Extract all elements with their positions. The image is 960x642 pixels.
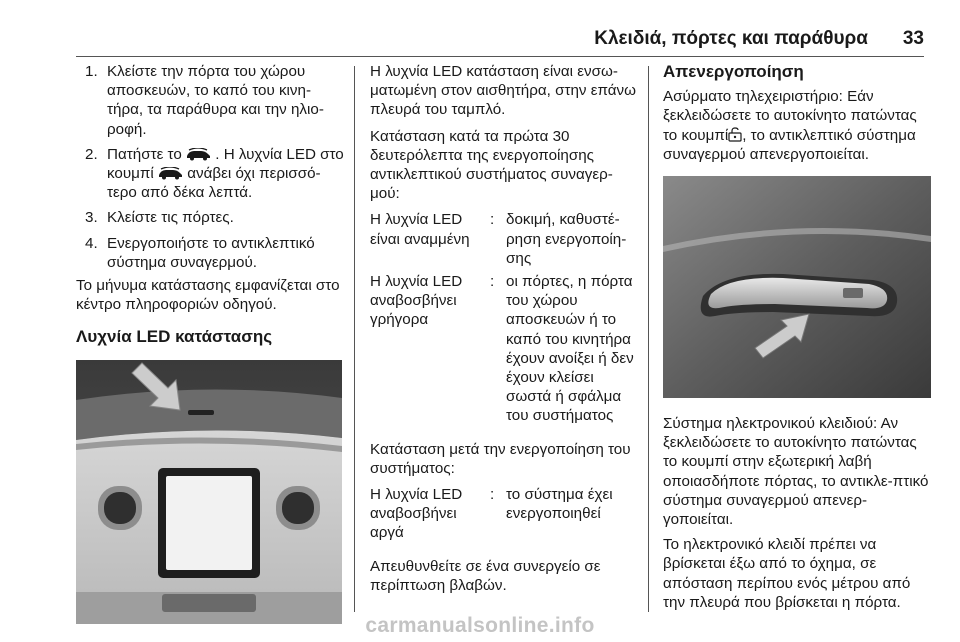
led-status-heading: Λυχνία LED κατάστασης	[76, 327, 273, 347]
middle-column	[370, 62, 638, 595]
door-handle-illustration	[663, 176, 931, 398]
step-item: 2. Πατήστε το . Η λυχνία LED στο κουμπί ανάβει όχι περισσό-τερο από δέκα λεπτά.	[85, 145, 344, 202]
page-header	[0, 0, 960, 58]
status-meaning: οι πόρτες, η πόρτα του χώρου αποσκευών ή το καπό του κινητήρα έχουν ανοίξει ή δεν έχουν κλείσει σωστά ή σφάλμα του συστήματος	[506, 273, 634, 425]
status-state: Η λυχνία LED είναι αναμμένη	[370, 211, 470, 248]
remote-deactivation-paragraph: Ασύρματο τηλεχειριστήριο: Εάν ξεκλειδώσετε το αυτοκίνητο πατώντας το κουμπί , το αντικλεπτικό σύστημα συναγερμού απενεργοποιείται.	[663, 88, 917, 163]
chapter-title: Κλειδιά, πόρτες και παράθυρα	[594, 28, 868, 49]
right-column	[663, 62, 933, 612]
status-separator: :	[490, 211, 495, 229]
key-location-paragraph: Το ηλεκτρονικό κλειδί πρέπει να βρίσκεται έξω από το όχημα, σε απόσταση περίπου ενός μέτρου από την πλευρά που βρίσκεται η πόρτα.	[663, 536, 911, 611]
status-separator: :	[490, 273, 495, 291]
car-lock-icon	[186, 148, 211, 161]
message-paragraph: Το μήνυμα κατάστασης εμφανίζεται στο κέντρο πληροφοριών οδηγού.	[76, 277, 340, 314]
service-paragraph: Απευθυνθείτε σε ένα συνεργείο σε περίπτωση βλαβών.	[370, 557, 601, 594]
status-meaning: δοκιμή, καθυστέ-ρηση ενεργοποίη-σης	[506, 211, 627, 267]
step-item: 4. Ενεργοποιήστε το αντικλεπτικό σύστημα συναγερμού.	[85, 234, 315, 271]
status-state: Η λυχνία LED αναβοσβήνει αργά	[370, 486, 463, 542]
step-item: 1. Κλείστε την πόρτα του χώρου αποσκευών, το καπό του κινη-τήρα, τα παράθυρα και την ηλιο-ροφή.	[85, 63, 324, 138]
door-handle-figure	[663, 176, 931, 398]
column-divider-right	[648, 66, 649, 612]
column-divider-left	[354, 66, 355, 612]
header-divider	[76, 56, 924, 57]
page-number: 33	[902, 28, 924, 49]
left-column	[76, 62, 344, 624]
status-meaning: το σύστημα έχει ενεργοποιηθεί	[506, 486, 613, 523]
after-activation-label: Κατάσταση μετά την ενεργοποίηση του συστήματος:	[370, 440, 631, 477]
car-lock-icon	[158, 167, 183, 180]
watermark: carmanualsonline.info	[365, 614, 595, 637]
deactivation-heading: Απενεργοποίηση	[663, 62, 804, 81]
unlock-icon	[728, 127, 742, 142]
status-separator: :	[490, 486, 495, 504]
dashboard-figure	[76, 360, 342, 624]
status-state: Η λυχνία LED αναβοσβήνει γρήγορα	[370, 273, 463, 329]
led-intro-paragraph: Η λυχνία LED κατάσταση είναι ενσω-ματωμένη στον αισθητήρα, στην επάνω πλευρά του ταμπλό.	[370, 63, 636, 119]
dashboard-illustration	[76, 360, 342, 624]
first30-status-table	[370, 210, 638, 425]
step-item: 3. Κλείστε τις πόρτες.	[85, 209, 234, 227]
steps-list	[76, 62, 344, 272]
first30-label: Κατάσταση κατά τα πρώτα 30 δευτερόλεπτα της ενεργοποίησης αντικλεπτικού συστήματος συναγερ-μού:	[370, 127, 613, 203]
after-status-table	[370, 485, 638, 543]
keyless-deactivation-paragraph: Σύστημα ηλεκτρονικού κλειδιού: Αν ξεκλειδώσετε το αυτοκίνητο πατώντας το κουμπί στην εξωτερική λαβή οποιασδήποτε πόρτας, το αντικλε-πτικό σύστημα συναγερμού απενερ-γοποιείται.	[663, 415, 929, 529]
